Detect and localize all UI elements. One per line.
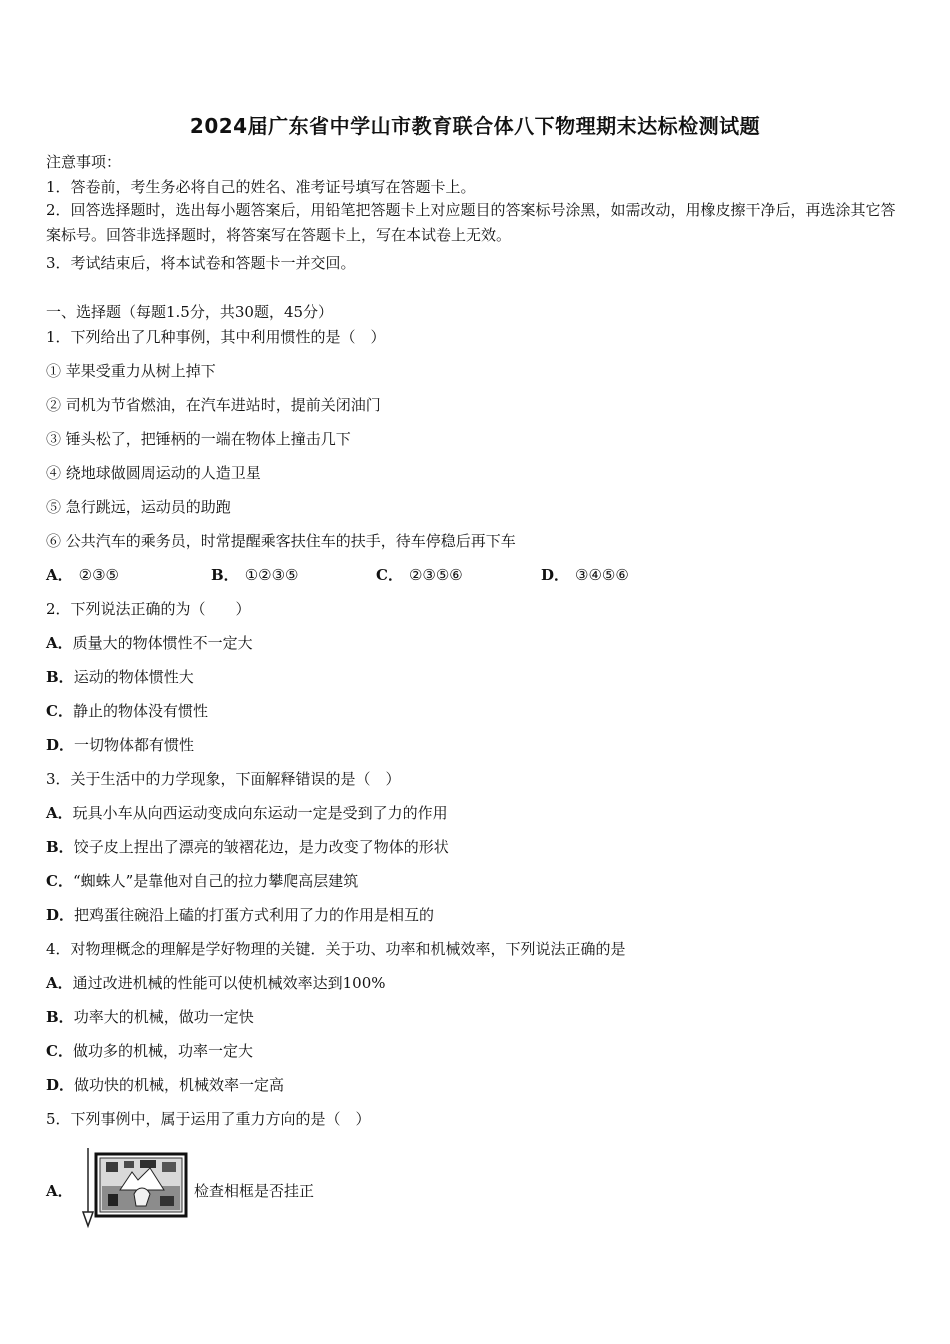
option-text: 饺子皮上捏出了漂亮的皱褶花边，是力改变了物体的形状 xyxy=(73,838,449,856)
question-4-option-c[interactable] xyxy=(46,1041,253,1061)
cloud-block xyxy=(106,1162,118,1172)
question-4-option-b[interactable] xyxy=(46,1007,254,1027)
question-2-option-a[interactable] xyxy=(46,633,253,653)
option-text: 玩具小车从向西运动变成向东运动一定是受到了力的作用 xyxy=(72,804,448,822)
question-1-item: ③ 锤头松了，把锤柄的一端在物体上撞击几下 xyxy=(46,430,351,448)
notice-item-1: 1．答卷前，考生务必将自己的姓名、准考证号填写在答题卡上。 xyxy=(46,178,476,196)
question-1-item: ⑤ 急行跳远，运动员的助跑 xyxy=(46,498,231,516)
option-letter: B． xyxy=(46,668,74,686)
option-letter: A． xyxy=(46,804,73,822)
question-3-option-b[interactable] xyxy=(46,837,449,857)
option-text: 通过改进机械的性能可以使机械效率达到100% xyxy=(72,974,386,992)
option-letter: C． xyxy=(376,566,403,584)
question-1-options xyxy=(46,564,746,586)
question-1-item: ① 苹果受重力从树上掉下 xyxy=(46,362,216,380)
option-letter: A． xyxy=(46,566,73,584)
notice-heading: 注意事项： xyxy=(46,153,122,171)
notice-item-3: 3．考试结束后，将本试卷和答题卡一并交回。 xyxy=(46,254,356,272)
option-letter: B． xyxy=(46,838,74,856)
question-1-item: ② 司机为节省燃油，在汽车进站时，提前关闭油门 xyxy=(46,396,381,414)
option-text: 质量大的物体惯性不一定大 xyxy=(72,634,253,652)
option-letter: C． xyxy=(46,872,73,890)
question-4-option-a[interactable] xyxy=(46,973,386,993)
plumb-bob xyxy=(83,1212,93,1226)
option-letter: D． xyxy=(46,906,75,924)
option-text: 做功多的机械，功率一定大 xyxy=(72,1042,253,1060)
option-text: 静止的物体没有惯性 xyxy=(72,702,208,720)
option-letter: D． xyxy=(541,566,570,584)
question-2-option-d[interactable] xyxy=(46,735,194,755)
question-3-option-a[interactable] xyxy=(46,803,448,823)
question-3-option-c[interactable] xyxy=(46,871,358,891)
option-text: ②③⑤⑥ xyxy=(408,566,463,584)
option-letter: B． xyxy=(46,1008,74,1026)
question-1-option-b[interactable] xyxy=(211,564,298,585)
question-1-item: ④ 绕地球做圆周运动的人造卫星 xyxy=(46,464,261,482)
option-letter: A． xyxy=(46,634,73,652)
option-letter: D． xyxy=(46,1076,75,1094)
notice-item-2: 2．回答选择题时，选出每小题答案后，用铅笔把答题卡上对应题目的答案标号涂黑，如需改动，用橡皮擦干净后，再选涂其它答案标号。回答非选择题时，将答案写在答题卡上，写在本试卷上无效。 xyxy=(46,201,896,244)
option-text: 运动的物体惯性大 xyxy=(73,668,194,686)
option-text: 一切物体都有惯性 xyxy=(74,736,195,754)
picture-frame-figure xyxy=(80,1146,192,1230)
question-5-option-a-text: 检查相框是否挂正 xyxy=(194,1182,315,1200)
question-5-stem: 5．下列事例中，属于运用了重力方向的是（ ） xyxy=(46,1110,371,1128)
plumb-line-picture-frame-illustration xyxy=(80,1146,192,1230)
cloud-block xyxy=(162,1162,176,1172)
option-letter: C． xyxy=(46,1042,73,1060)
option-text: ②③⑤ xyxy=(78,566,119,584)
question-1-item: ⑥ 公共汽车的乘务员，时常提醒乘客扶住车的扶手，待车停稳后再下车 xyxy=(46,532,516,550)
option-text: ①②③⑤ xyxy=(244,566,299,584)
question-2-stem: 2．下列说法正确的为（ ） xyxy=(46,600,251,618)
question-2-option-b[interactable] xyxy=(46,667,194,687)
question-3-option-d[interactable] xyxy=(46,905,434,925)
option-letter: D． xyxy=(46,736,75,754)
question-1-option-a[interactable] xyxy=(46,564,119,585)
option-text: 做功快的机械，机械效率一定高 xyxy=(74,1076,285,1094)
question-2-option-c[interactable] xyxy=(46,701,208,721)
option-text: “蜘蛛人”是靠他对自己的拉力攀爬高层建筑 xyxy=(72,872,359,890)
question-3-stem: 3．关于生活中的力学现象，下面解释错误的是（ ） xyxy=(46,770,401,788)
option-text: 功率大的机械，做功一定快 xyxy=(73,1008,254,1026)
question-4-stem: 4．对物理概念的理解是学好物理的关键．关于功、功率和机械效率，下列说法正确的是 xyxy=(46,940,626,958)
option-text: ③④⑤⑥ xyxy=(575,566,629,584)
page-title: 2024届广东省中学山市教育联合体八下物理期末达标检测试题 xyxy=(189,114,761,138)
question-1-stem: 1．下列给出了几种事例，其中利用惯性的是（ ） xyxy=(46,328,386,346)
section-heading: 一、选择题（每题1.5分，共30题，45分） xyxy=(46,303,334,321)
option-text: 把鸡蛋往碗沿上磕的打蛋方式利用了力的作用是相互的 xyxy=(74,906,435,924)
question-4-option-d[interactable] xyxy=(46,1075,284,1095)
question-1-option-d[interactable] xyxy=(541,564,629,585)
detail-block xyxy=(108,1194,118,1206)
cloud-block xyxy=(140,1160,156,1168)
option-letter: A． xyxy=(46,974,73,992)
cloud-block xyxy=(124,1161,134,1168)
option-letter: B． xyxy=(211,566,239,584)
question-5-option-a-letter[interactable]: A． xyxy=(46,1182,73,1200)
option-letter: C． xyxy=(46,702,73,720)
question-1-option-c[interactable] xyxy=(376,564,463,585)
detail-block xyxy=(160,1196,174,1206)
